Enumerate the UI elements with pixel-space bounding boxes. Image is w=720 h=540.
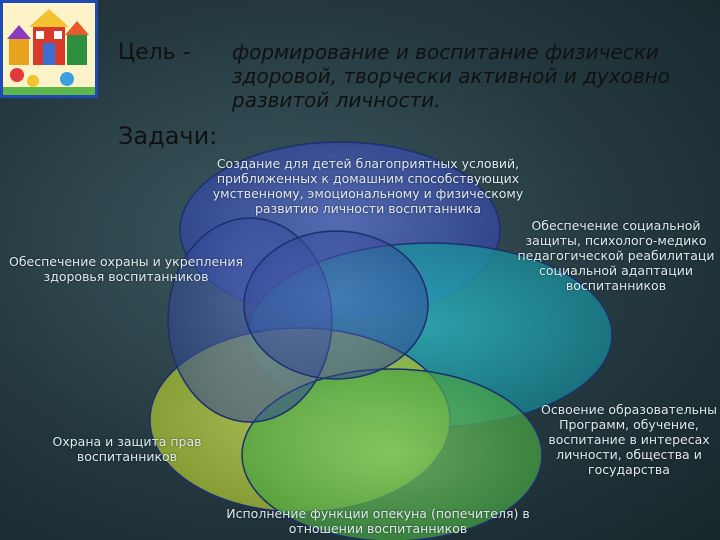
goal-label: Цель - xyxy=(118,40,191,65)
task-health-protection: Обеспечение охраны и укрепления здоровья воспитанников xyxy=(8,254,243,284)
goal-text: формирование и воспитание физически здоровой, творчески активной и духовно развитой личности. xyxy=(232,40,670,112)
task-education-programs: Освоение образовательны Программ, обучение, воспитание в интересах личности, общества и государства xyxy=(540,402,718,477)
task-guardian-function: Исполнение функции опекуна (попечителя) в отношении воспитанников xyxy=(226,506,530,536)
task-home-conditions: Создание для детей благоприятных условий, приближенных к домашним способствующих умственному, эмоциональному и физическому развитию личности воспитанника xyxy=(212,156,524,216)
task-rights-protection: Охрана и защита прав воспитанников xyxy=(52,434,202,464)
tasks-label: Задачи: xyxy=(118,122,218,150)
task-social-protection: Обеспечение социальной защиты, психолого-медико педагогической реабилитаци социальной адаптации воспитанников xyxy=(517,218,715,293)
circle-center xyxy=(244,231,428,379)
